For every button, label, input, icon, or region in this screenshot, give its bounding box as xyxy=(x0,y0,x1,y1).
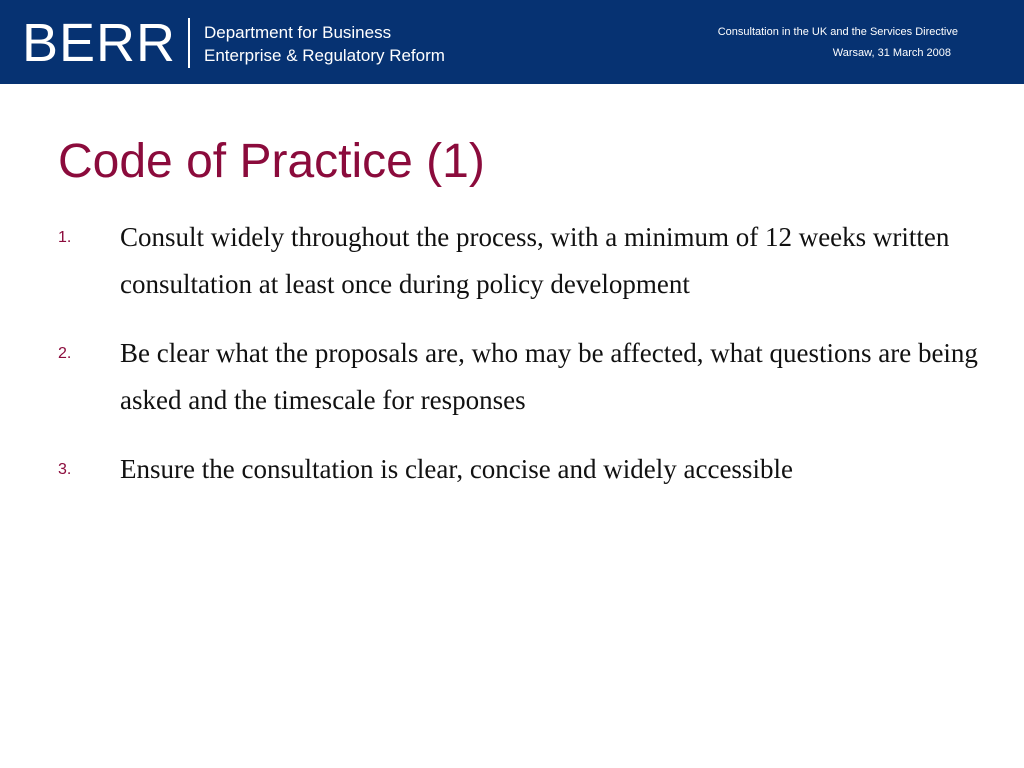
event-date: Warsaw, 31 March 2008 xyxy=(832,47,951,59)
numbered-point-2 xyxy=(58,330,978,424)
department-name-line-1: Department for Business xyxy=(204,23,392,42)
department-name xyxy=(204,21,445,67)
event-title: Consultation in the UK and the Services Directive xyxy=(717,26,958,38)
slide-title: Code of Practice (1) xyxy=(58,135,485,188)
numbered-point-1 xyxy=(58,214,978,308)
point-number: 3. xyxy=(58,461,72,478)
point-text: Ensure the consultation is clear, concise and widely accessible xyxy=(120,454,793,484)
event-info xyxy=(718,22,958,64)
point-text: Consult widely throughout the process, with a minimum of 12 weeks written consultation at least once during policy development xyxy=(120,222,950,299)
point-number: 1. xyxy=(58,229,72,246)
numbered-point-list xyxy=(58,214,978,515)
department-name-line-2: Enterprise & Regulatory Reform xyxy=(204,46,445,65)
berr-logo: BERR xyxy=(22,13,177,73)
logo-divider xyxy=(188,18,190,68)
point-number: 2. xyxy=(58,345,72,362)
point-text: Be clear what the proposals are, who may be affected, what questions are being asked and the timescale for responses xyxy=(120,338,978,415)
slide-header-banner xyxy=(0,0,1024,84)
numbered-point-3 xyxy=(58,446,978,493)
